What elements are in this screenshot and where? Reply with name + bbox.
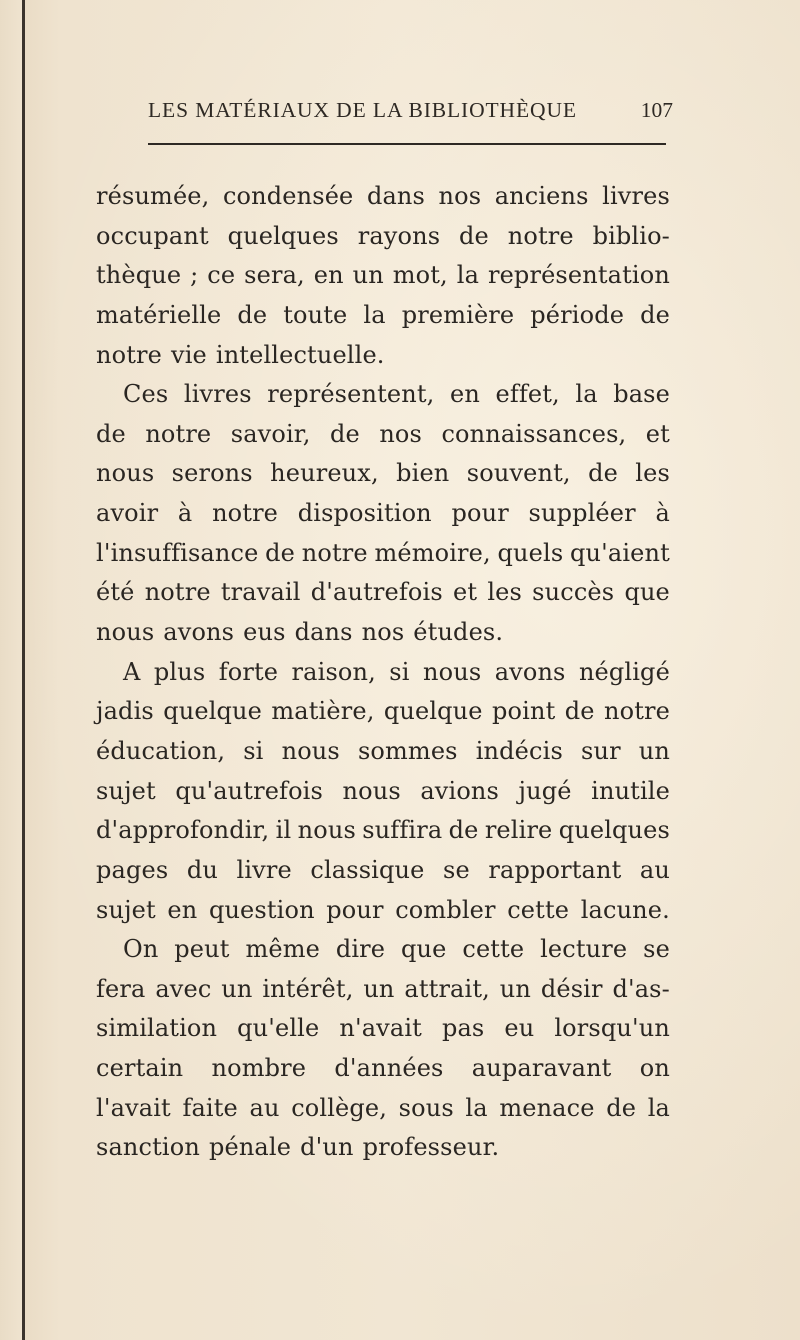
text-line: nous serons heureux, bien souvent, de les (96, 459, 670, 488)
text-line: notre vie intellectuelle. (96, 340, 385, 369)
text-line: certain nombre d'années auparavant on (96, 1054, 670, 1083)
text-line: résumée, condensée dans nos anciens livres (96, 182, 670, 210)
gutter-shadow (0, 0, 22, 1340)
text-line: On peut même dire que cette lecture se (123, 935, 670, 964)
text-line: Ces livres représentent, en effet, la base (123, 380, 670, 409)
page-number: 107 (640, 98, 673, 122)
text-line: fera avec un intérêt, un attrait, un désir d'as- (96, 974, 670, 1003)
text-line: matérielle de toute la première période de (96, 300, 670, 329)
text-line: l'avait faite au collège, sous la menace de la (96, 1093, 670, 1122)
running-head: LES MATÉRIAUX DE LA BIBLIOTHÈQUE (148, 98, 577, 122)
text-line: sanction pénale d'un professeur. (96, 1133, 500, 1162)
text-line: pages du livre classique se rapportant au (96, 855, 670, 884)
page-edge-line (22, 0, 25, 1340)
text-line: avoir à notre disposition pour suppléer à (96, 499, 670, 528)
page-header (148, 98, 673, 138)
text-line: thèque ; ce sera, en un mot, la représentation (96, 261, 670, 290)
text-line: occupant quelques rayons de notre biblio- (96, 221, 670, 250)
text-line: jadis quelque matière, quelque point de notre (96, 697, 670, 726)
text-line: de notre savoir, de nos connaissances, et (96, 419, 670, 448)
text-line: nous avons eus dans nos études. (96, 618, 504, 647)
text-line: d'approfondir, il nous suffira de relire quelques (96, 816, 670, 845)
body-text (96, 177, 670, 1168)
text-line: éducation, si nous sommes indécis sur un (96, 736, 670, 765)
text-line: A plus forte raison, si nous avons négligé (123, 657, 670, 686)
text-line: similation qu'elle n'avait pas eu lorsqu'un (96, 1014, 670, 1043)
text-line: été notre travail d'autrefois et les succès que (96, 578, 670, 607)
text-line: sujet qu'autrefois nous avions jugé inutile (96, 776, 670, 805)
text-line: sujet en question pour combler cette lacune. (96, 895, 670, 924)
text-line: l'insuffisance de notre mémoire, quels qu'aient (96, 538, 670, 567)
header-rule (148, 143, 666, 145)
